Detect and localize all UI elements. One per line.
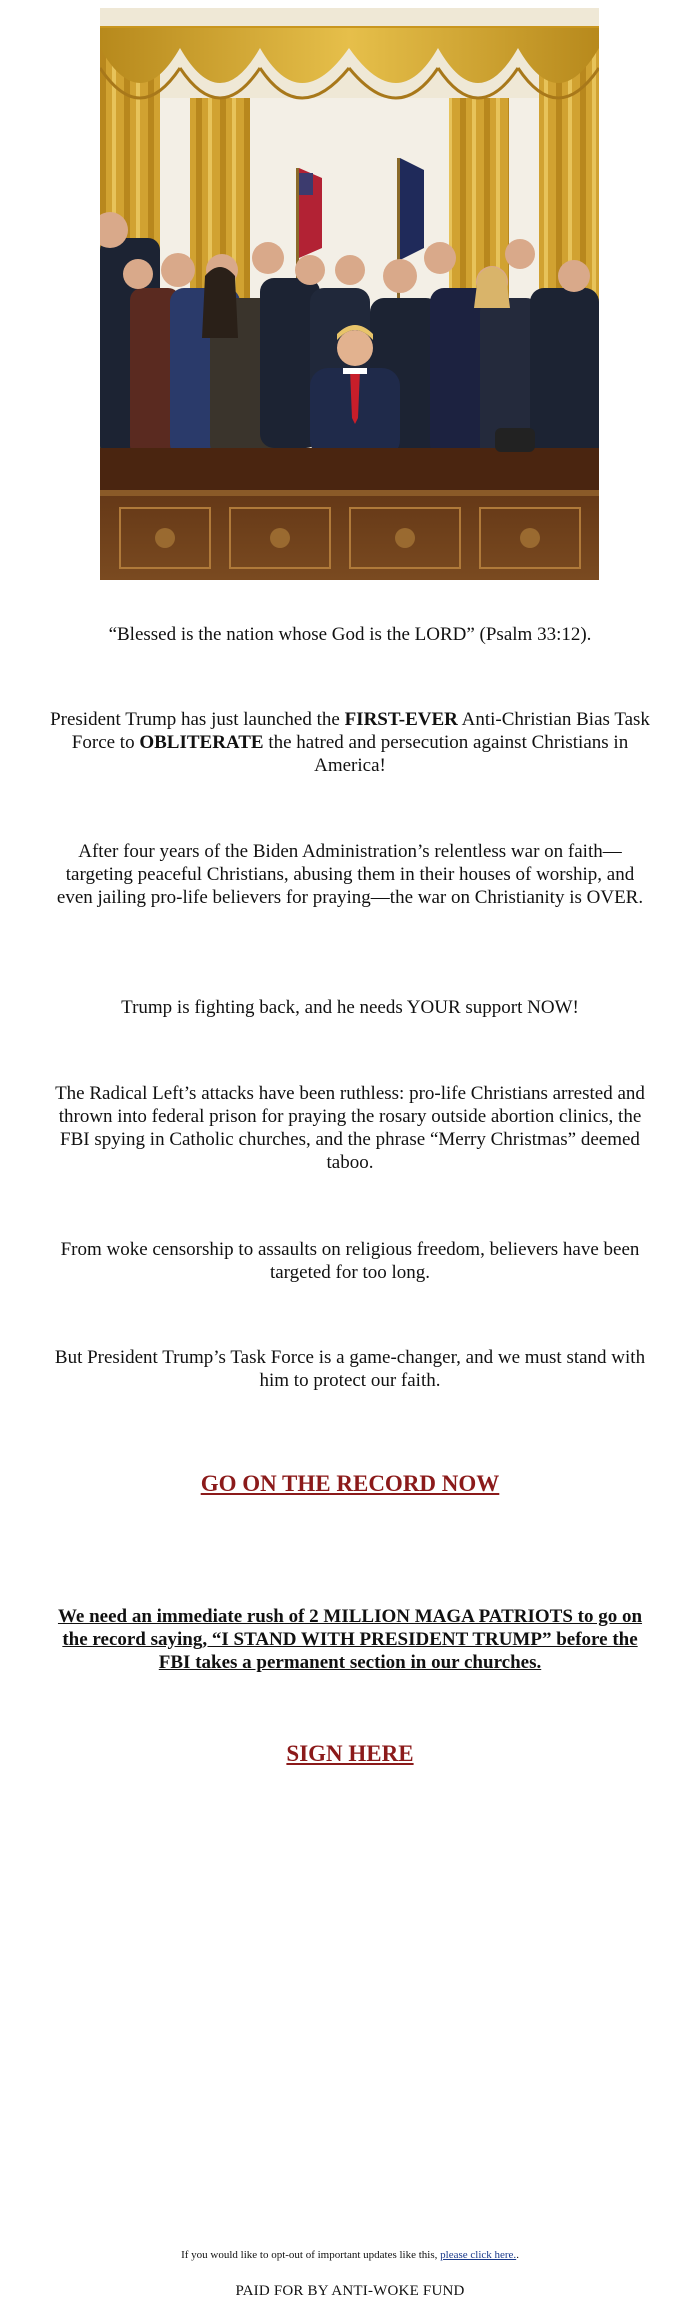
opt-out-notice bbox=[50, 2248, 650, 2262]
woke-censorship-paragraph: From woke censorship to assaults on religious freedom, believers have been targeted for too long. bbox=[60, 1239, 640, 1283]
game-changer-paragraph: But President Trump’s Task Force is a game-changer, and we must stand with him to protect our faith. bbox=[54, 1347, 646, 1391]
go-on-record-link[interactable]: GO ON THE RECORD NOW bbox=[200, 1471, 500, 1496]
paid-for-disclaimer: PAID FOR BY ANTI-WOKE FUND bbox=[235, 2283, 465, 2299]
radical-left-paragraph: The Radical Left’s attacks have been ruthless: pro-life Christians arrested and thrown into federal prison for praying the rosary outside abortion clinics, the FBI spying in Catholic churches, and the phrase “Merry Christmas” deemed taboo. bbox=[55, 1083, 645, 1173]
task-force-text-2: Anti-Christian Bias Task Force to bbox=[71, 709, 650, 753]
psalm-quote: “Blessed is the nation whose God is the LORD” (Psalm 33:12). bbox=[108, 624, 592, 645]
hero-photo bbox=[100, 8, 599, 580]
obliterate-text: OBLITERATE bbox=[139, 732, 264, 753]
task-force-text-1: President Trump has just launched the bbox=[50, 709, 345, 730]
support-now-paragraph: Trump is fighting back, and he needs YOUR support NOW! bbox=[121, 997, 579, 1018]
oval-office-prayer-photo-icon bbox=[100, 8, 599, 580]
first-ever-text: FIRST-EVER bbox=[344, 709, 458, 730]
sign-here-link[interactable]: SIGN HERE bbox=[286, 1741, 414, 1766]
opt-out-end: . bbox=[516, 2249, 519, 2261]
task-force-text-3: the hatred and persecution against Christians in America! bbox=[263, 732, 629, 776]
opt-out-link[interactable]: please click here. bbox=[440, 2249, 517, 2261]
maga-patriots-rush-text: We need an immediate rush of 2 MILLION MAGA PATRIOTS to go on the record saying, “I STAND WITH PRESIDENT TRUMP” before the FBI takes a permanent section in our churches. bbox=[57, 1606, 643, 1673]
war-on-faith-paragraph: After four years of the Biden Administration’s relentless war on faith—targeting peaceful Christians, abusing them in their houses of worship, and even jailing pro-life believers for praying—the war on Christianity is OVER. bbox=[56, 841, 644, 908]
opt-out-text: If you would like to opt-out of important updates like this, bbox=[181, 2249, 441, 2261]
task-force-paragraph bbox=[50, 708, 650, 777]
